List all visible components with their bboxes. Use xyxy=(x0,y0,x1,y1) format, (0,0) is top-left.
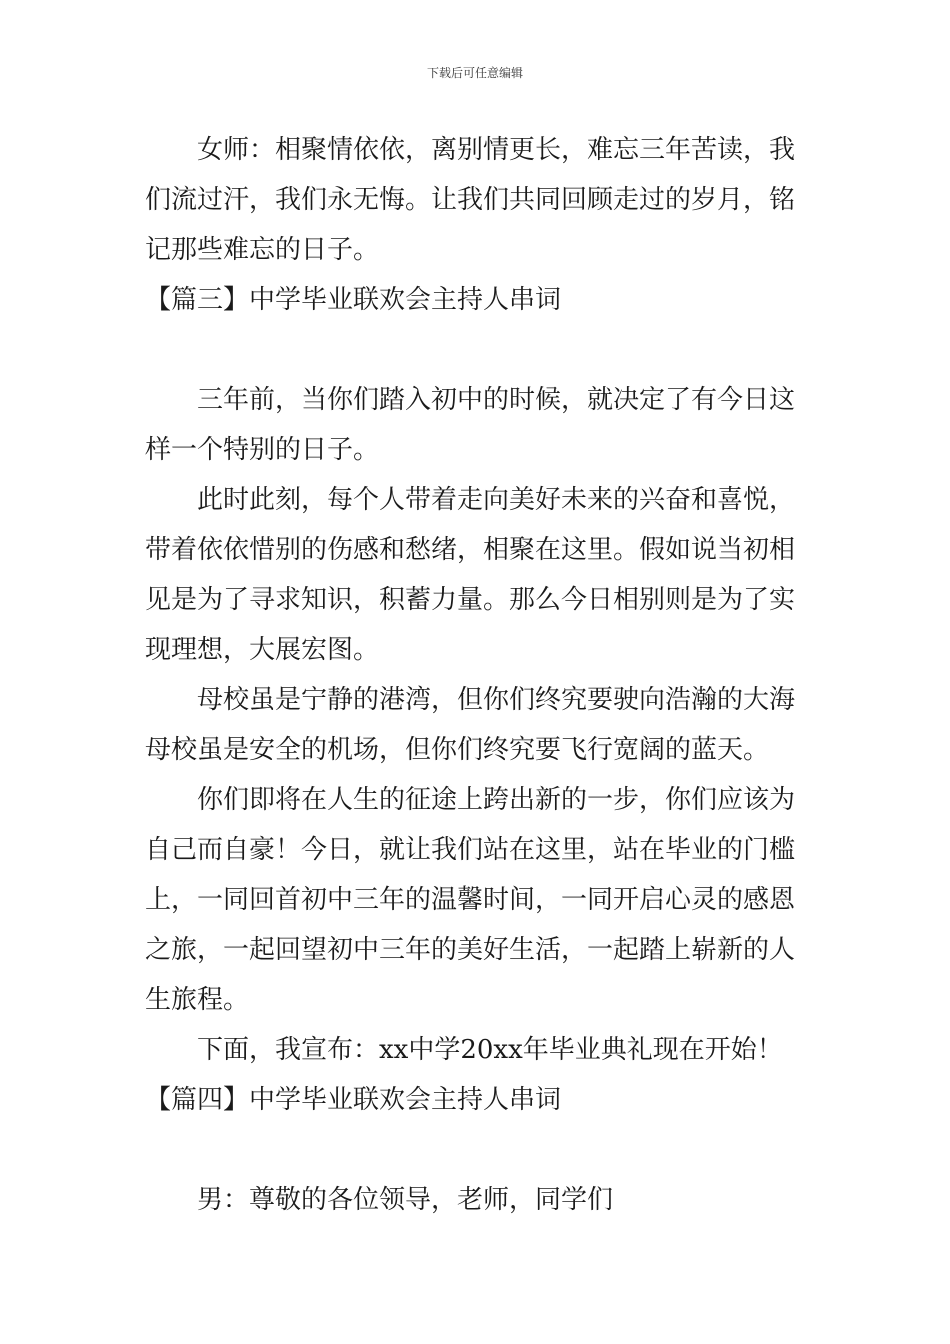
text-line: 母校虽是安全的机场，但你们终究要飞行宽阔的蓝天。 xyxy=(145,735,770,765)
document-body xyxy=(145,125,810,1225)
text-line: 现理想，大展宏图。 xyxy=(145,635,380,665)
text-line: 样一个特别的日子。 xyxy=(145,435,380,465)
page-header-note: 下载后可任意编辑 xyxy=(426,66,523,80)
blank-line xyxy=(145,325,810,375)
section-heading-3: 【篇三】中学毕业联欢会主持人串词 xyxy=(145,285,562,315)
text-line: 之旅，一起回望初中三年的美好生活，一起踏上崭新的人 xyxy=(145,935,796,965)
section-heading-4: 【篇四】中学毕业联欢会主持人串词 xyxy=(145,1085,562,1115)
text-line: 见是为了寻求知识，积蓄力量。那么今日相别则是为了实 xyxy=(145,585,796,615)
text-line: 记那些难忘的日子。 xyxy=(145,235,380,265)
blank-line xyxy=(145,1125,810,1175)
text-line: 女师：相聚情依依，离别情更长，难忘三年苦读，我 xyxy=(145,135,796,165)
text-line: 下面，我宣布：xx中学20xx年毕业典礼现在开始！ xyxy=(145,1035,783,1065)
text-line: 男：尊敬的各位领导，老师，同学们 xyxy=(145,1185,614,1215)
text-line: 上，一同回首初中三年的温馨时间，一同开启心灵的感恩 xyxy=(145,885,796,915)
text-line: 自己而自豪！今日，就让我们站在这里，站在毕业的门槛 xyxy=(145,835,796,865)
text-line: 三年前，当你们踏入初中的时候，就决定了有今日这 xyxy=(145,385,796,415)
text-line: 们流过汗，我们永无悔。让我们共同回顾走过的岁月，铭 xyxy=(145,185,796,215)
text-line: 生旅程。 xyxy=(145,985,250,1015)
text-line: 你们即将在人生的征途上跨出新的一步，你们应该为 xyxy=(145,785,796,815)
text-line: 带着依依惜别的伤感和愁绪，相聚在这里。假如说当初相 xyxy=(145,535,796,565)
text-line: 此时此刻，每个人带着走向美好未来的兴奋和喜悦， xyxy=(145,485,796,515)
text-line: 母校虽是宁静的港湾，但你们终究要驶向浩瀚的大海 xyxy=(145,685,796,715)
